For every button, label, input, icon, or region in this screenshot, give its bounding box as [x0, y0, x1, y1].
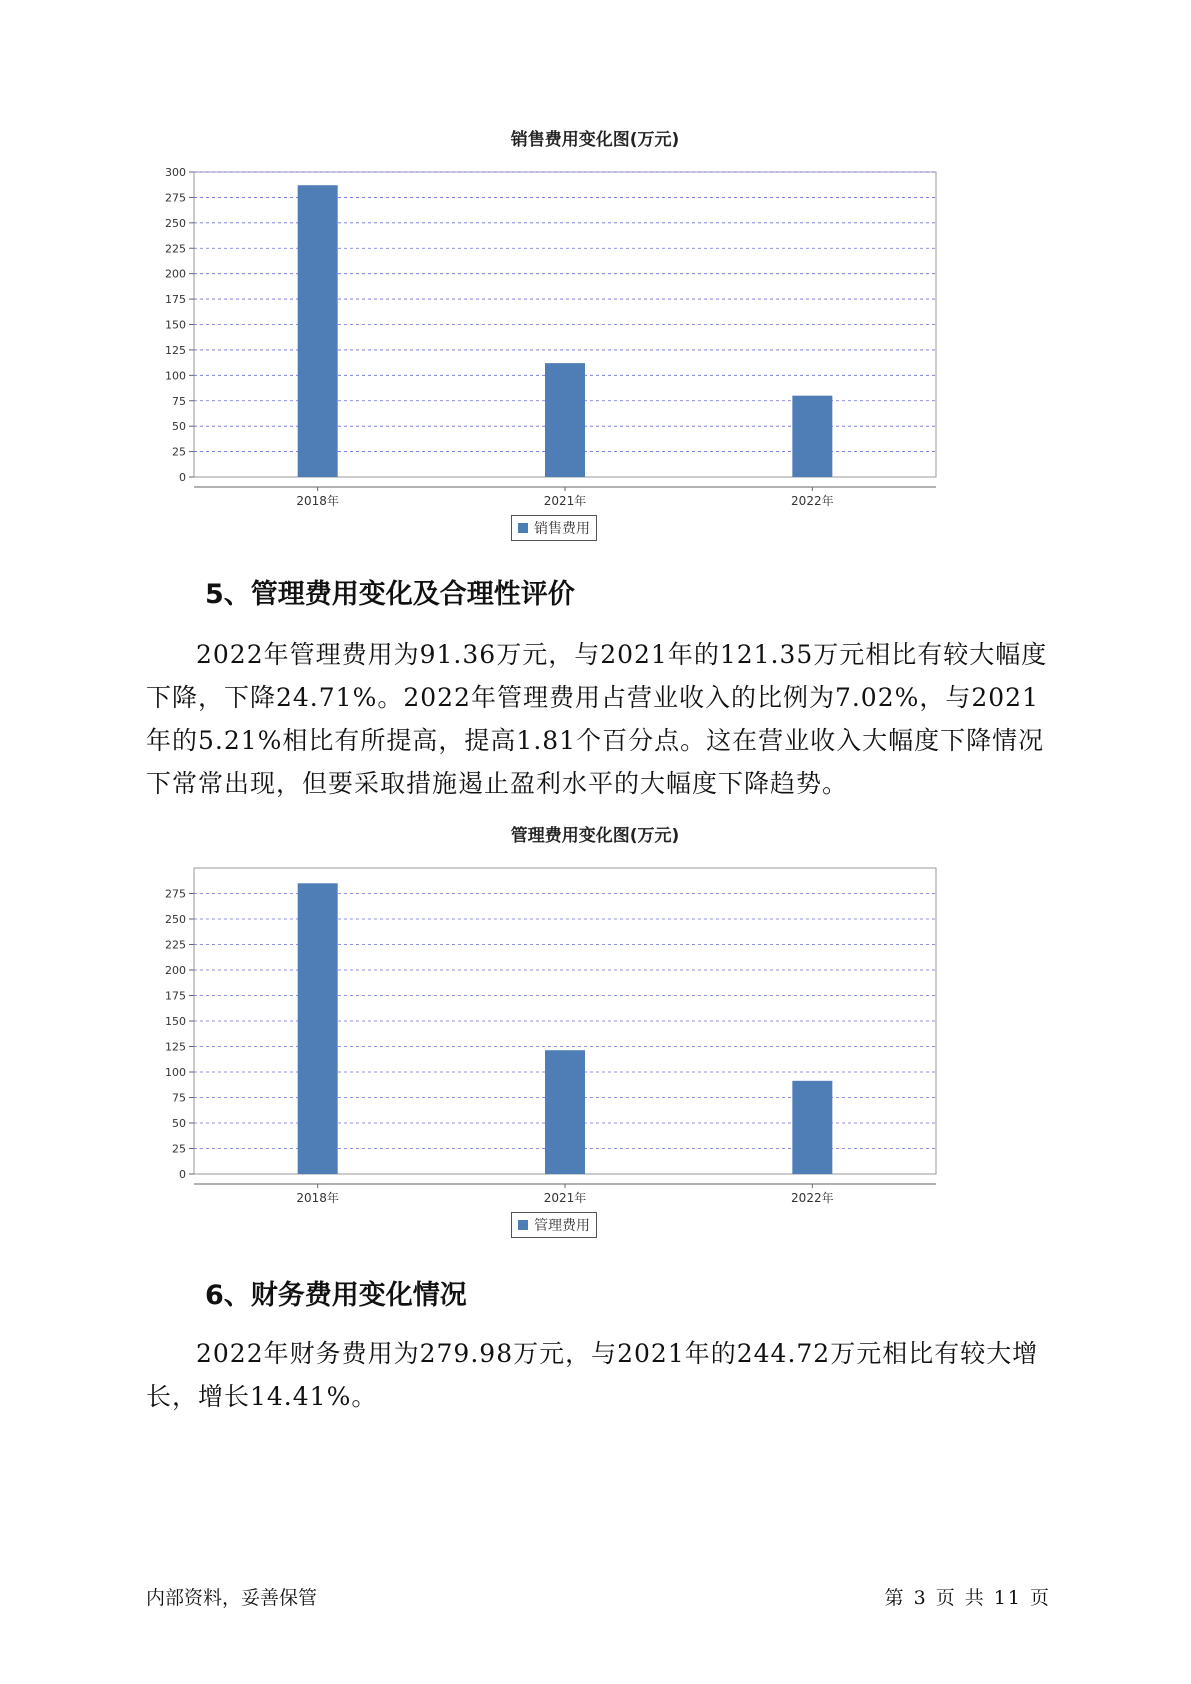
- x-tick-label: 2018年: [296, 1191, 339, 1205]
- y-tick-label: 150: [165, 1015, 186, 1028]
- section-5-heading: 5、管理费用变化及合理性评价: [205, 579, 575, 610]
- y-tick-label: 250: [165, 913, 186, 926]
- admin-expense-chart: [160, 824, 1030, 1234]
- x-tick-label: 2021年: [543, 1191, 587, 1205]
- sales-expense-chart: [160, 128, 1030, 537]
- footer-page-number: 第 3 页 共 11 页: [884, 1587, 1051, 1609]
- y-tick-label: 300: [165, 168, 186, 179]
- x-tick-label: 2021年: [543, 494, 587, 508]
- chart-legend: [511, 515, 597, 541]
- y-tick-label: 125: [165, 343, 186, 357]
- y-tick-label: 175: [165, 293, 186, 307]
- y-tick-label: 225: [165, 242, 186, 256]
- y-tick-label: 275: [165, 191, 186, 205]
- bar: [545, 363, 585, 477]
- y-tick-label: 225: [165, 938, 186, 952]
- y-tick-label: 200: [165, 964, 186, 977]
- y-tick-label: 200: [165, 267, 186, 281]
- y-tick-label: 50: [172, 420, 186, 434]
- y-tick-label: 175: [165, 989, 186, 1003]
- footer-confidential: 内部资料，妥善保管: [146, 1587, 318, 1609]
- bar: [792, 1081, 832, 1174]
- y-tick-label: 100: [165, 369, 186, 383]
- bar: [298, 883, 338, 1174]
- chart-svg: [160, 864, 1030, 1254]
- y-tick-label: 100: [165, 1066, 186, 1079]
- y-tick-label: 75: [172, 1091, 186, 1105]
- legend-label: 管理费用: [534, 1218, 590, 1234]
- chart-legend: [511, 1212, 597, 1238]
- section-6-paragraph: 2022年财务费用为279.98万元，与2021年的244.72万元相比有较大增长，增长14.41%。: [146, 1339, 1039, 1411]
- y-tick-label: 75: [172, 394, 186, 408]
- y-tick-label: 0: [179, 471, 186, 484]
- bar: [792, 396, 832, 477]
- legend-label: 销售费用: [534, 521, 590, 537]
- section-6-heading: 6、财务费用变化情况: [205, 1280, 467, 1311]
- y-tick-label: 0: [179, 1168, 186, 1181]
- y-tick-label: 150: [165, 318, 186, 332]
- chart-svg: [160, 168, 1030, 558]
- y-tick-label: 250: [165, 216, 186, 230]
- legend-swatch: [518, 1220, 528, 1230]
- x-tick-label: 2018年: [296, 494, 339, 508]
- chart-title: 销售费用变化图(万元): [510, 130, 680, 150]
- x-tick-label: 2022年: [791, 494, 834, 508]
- y-tick-label: 275: [165, 887, 186, 901]
- chart-title: 管理费用变化图(万元): [510, 826, 680, 846]
- x-tick-label: 2022年: [791, 1191, 834, 1205]
- legend-swatch: [518, 523, 528, 533]
- y-tick-label: 50: [172, 1117, 186, 1130]
- bar: [545, 1050, 585, 1174]
- y-tick-label: 125: [165, 1040, 186, 1054]
- y-tick-label: 25: [172, 1142, 186, 1156]
- y-tick-label: 25: [172, 445, 186, 459]
- bar: [298, 185, 338, 477]
- section-5-paragraph: 2022年管理费用为91.36万元，与2021年的121.35万元相比有较大幅度下降，下降24.71%。2022年管理费用占营业收入的比例为7.02%，与2021年的5.21%相比有所提高，提高1.81个百分点。这在营业收入大幅度下降情况下常常出现，但要采取措施遏止盈利水平的大幅度下降趋势。: [146, 640, 1048, 798]
